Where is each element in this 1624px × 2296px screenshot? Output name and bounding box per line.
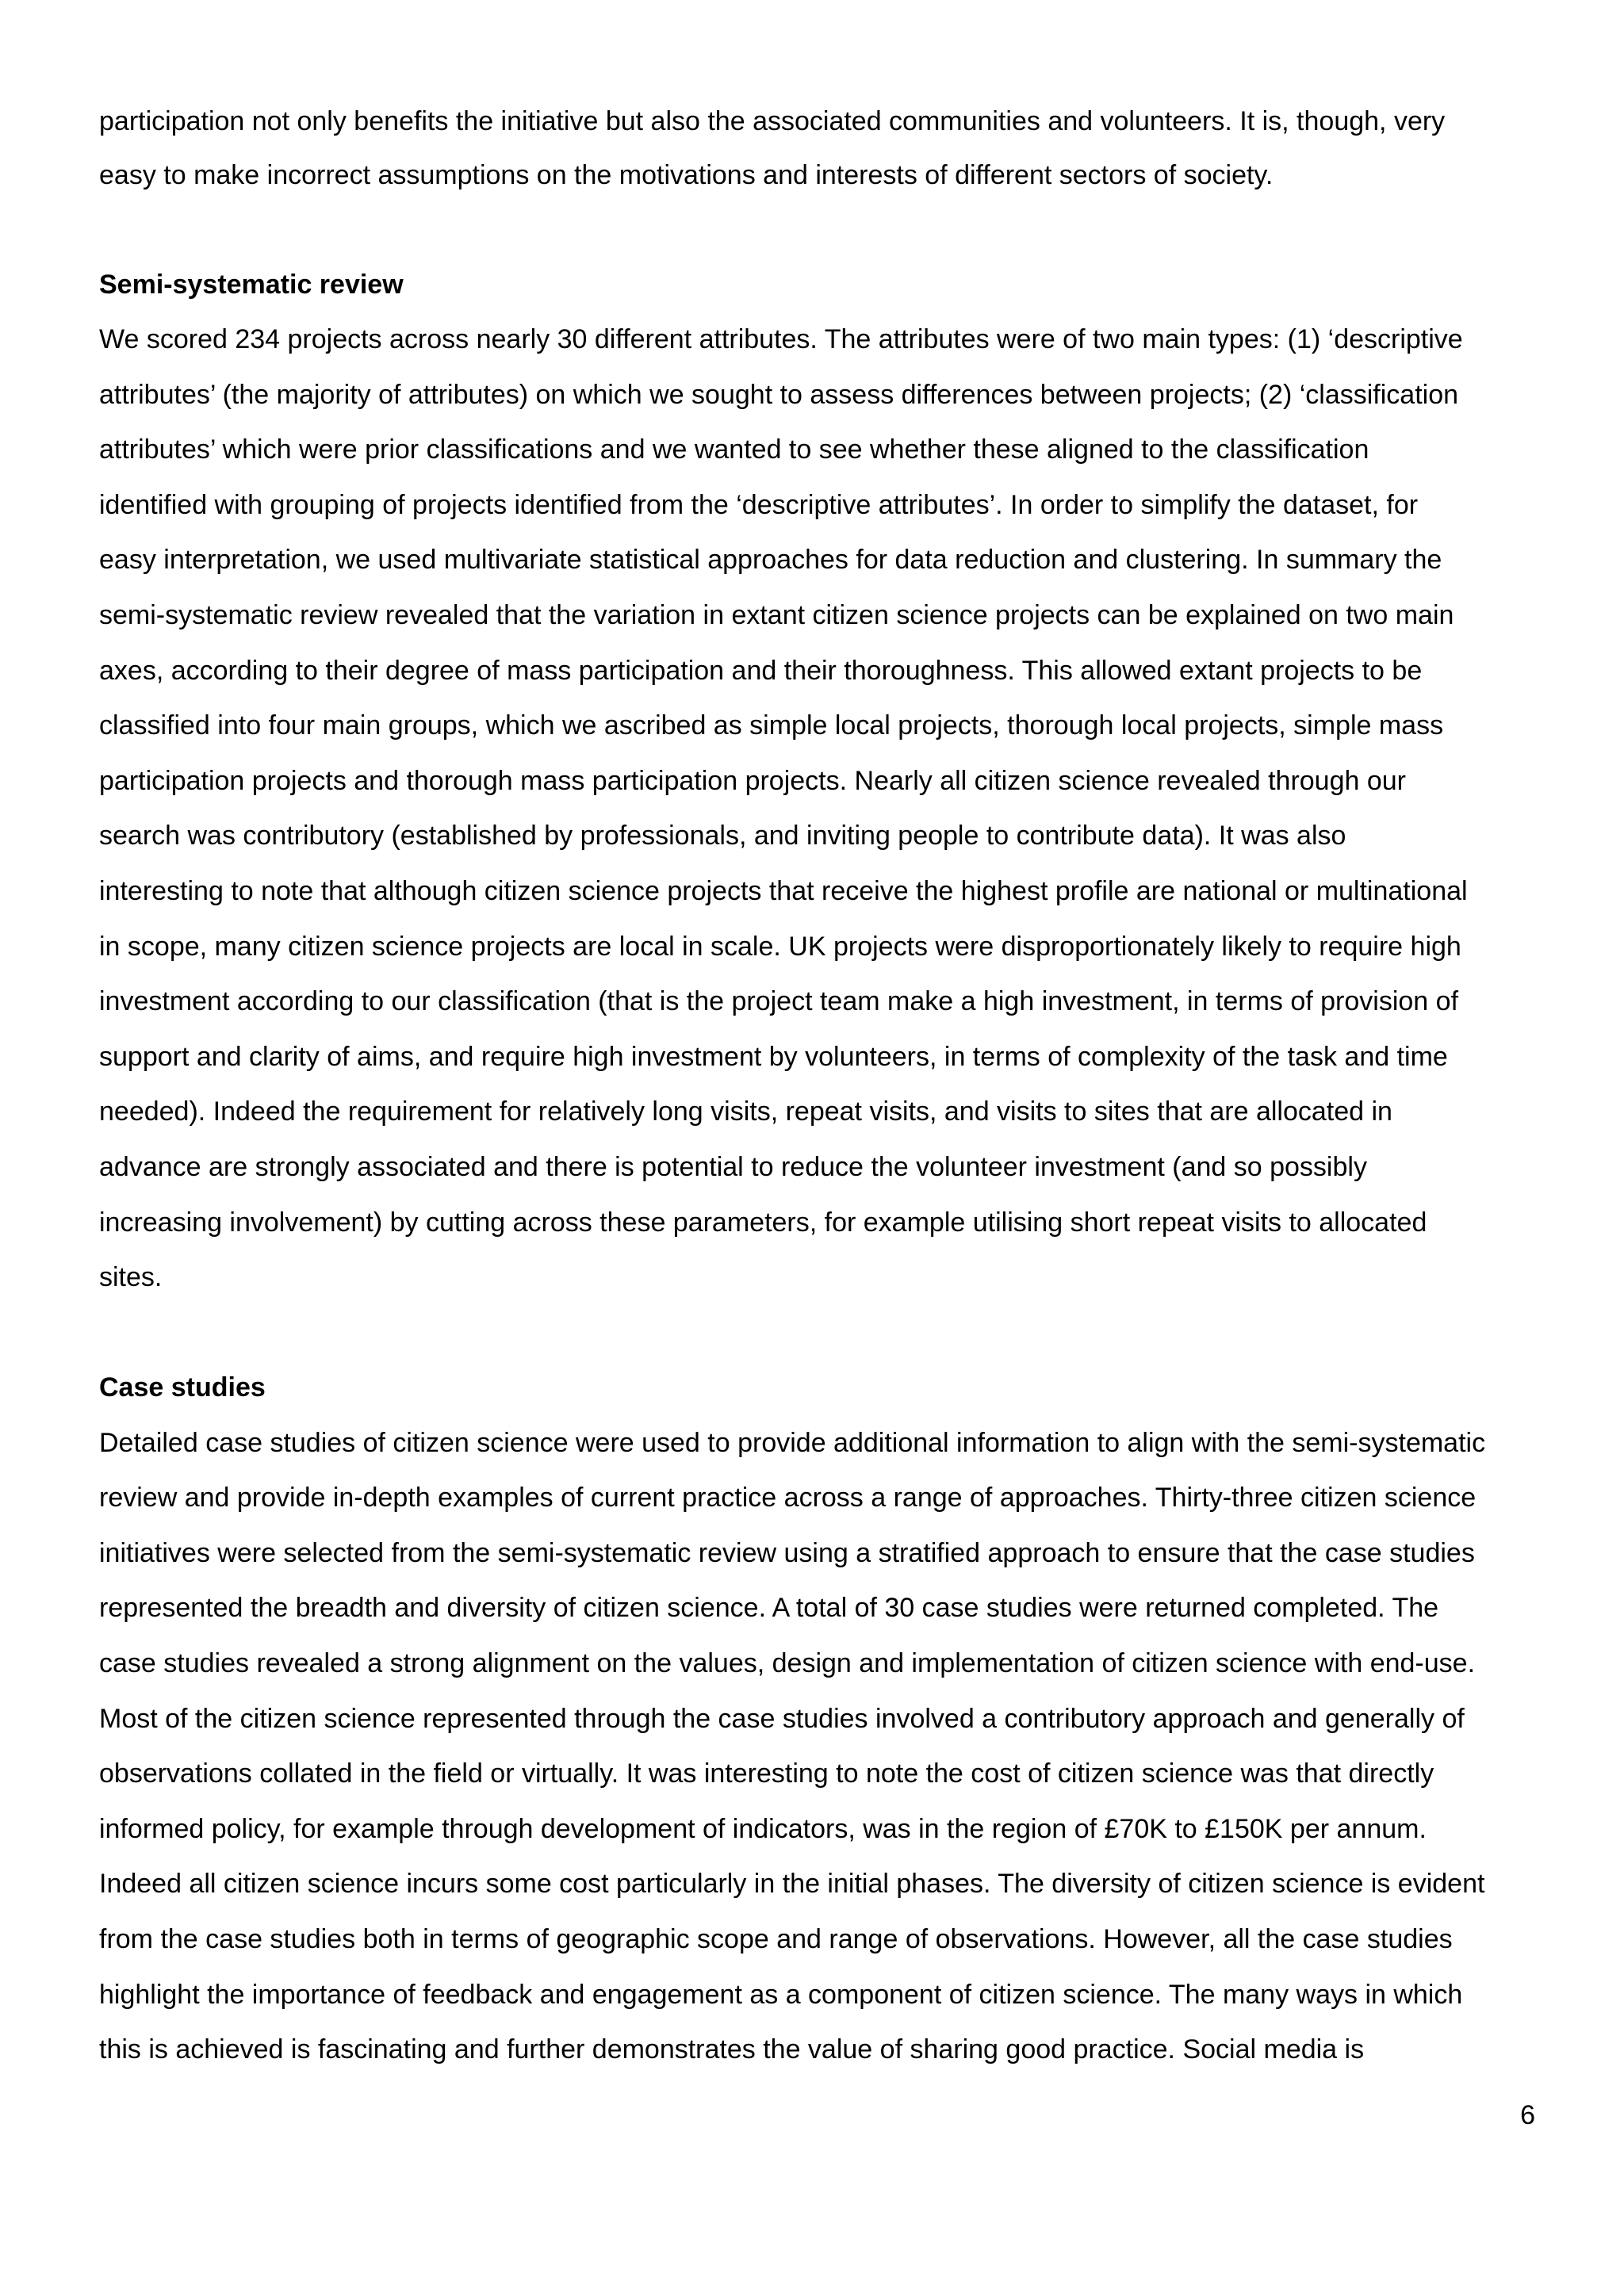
- paragraph-line: classified into four main groups, which we ascribed as simple local projects, thorough local projects, simple mass: [99, 710, 1444, 740]
- paragraph-line: from the case studies both in terms of geographic scope and range of observations. However, all the case studies: [99, 1924, 1453, 1954]
- paragraph-line: observations collated in the field or virtually. It was interesting to note the cost of citizen science was that directly: [99, 1758, 1434, 1789]
- paragraph-line: investment according to our classification (that is the project team make a high investment, in terms of provision of: [99, 986, 1459, 1016]
- paragraph-line: represented the breadth and diversity of citizen science. A total of 30 case studies were returned completed. The: [99, 1593, 1439, 1623]
- paragraph-line: axes, according to their degree of mass participation and their thoroughness. This allowed extant projects to be: [99, 656, 1423, 686]
- paragraph-line: advance are strongly associated and there is potential to reduce the volunteer investment (and so possibly: [99, 1152, 1367, 1182]
- section-heading-semi-systematic-review: Semi-systematic review: [99, 270, 404, 300]
- paragraph-line: attributes’ (the majority of attributes) on which we sought to assess differences between projects; (2) ‘classification: [99, 380, 1459, 410]
- paragraph-line: needed). Indeed the requirement for relatively long visits, repeat visits, and visits to sites that are allocated in: [99, 1096, 1392, 1127]
- paragraph-line: sites.: [99, 1262, 163, 1292]
- paragraph-line: initiatives were selected from the semi-systematic review using a stratified approach to ensure that the case studies: [99, 1538, 1475, 1568]
- paragraph-line: participation not only benefits the initiative but also the associated communities and volunteers. It is, though, very: [99, 106, 1446, 136]
- paragraph-line: semi-systematic review revealed that the variation in extant citizen science projects can be explained on two main: [99, 600, 1454, 630]
- paragraph-line: in scope, many citizen science projects are local in scale. UK projects were disproportionately likely to require high: [99, 932, 1461, 962]
- paragraph-line: Most of the citizen science represented through the case studies involved a contributory approach and generally of: [99, 1704, 1465, 1734]
- paragraph-line: highlight the importance of feedback and engagement as a component of citizen science. The many ways in which: [99, 1980, 1463, 2010]
- paragraph-line: Indeed all citizen science incurs some cost particularly in the initial phases. The diversity of citizen science is evident: [99, 1869, 1485, 1899]
- paragraph-line: easy to make incorrect assumptions on the motivations and interests of different sectors of society.: [99, 160, 1274, 190]
- paragraph-line: increasing involvement) by cutting across these parameters, for example utilising short repeat visits to allocated: [99, 1207, 1427, 1238]
- paragraph-line: search was contributory (established by professionals, and inviting people to contribute data). It was also: [99, 821, 1346, 851]
- paragraph-line: case studies revealed a strong alignment on the values, design and implementation of citizen science with end-use.: [99, 1648, 1476, 1678]
- paragraph-line: interesting to note that although citizen science projects that receive the highest profile are national or multinational: [99, 876, 1468, 906]
- section-heading-case-studies: Case studies: [99, 1372, 266, 1402]
- paragraph-line: easy interpretation, we used multivariate statistical approaches for data reduction and clustering. In summary the: [99, 545, 1442, 575]
- paragraph-line: We scored 234 projects across nearly 30 different attributes. The attributes were of two main types: (1) ‘descriptive: [99, 324, 1463, 354]
- paragraph-line: informed policy, for example through development of indicators, was in the region of £70K to £150K per annum.: [99, 1814, 1427, 1844]
- paragraph-line: review and provide in-depth examples of current practice across a range of approaches. Thirty-three citizen science: [99, 1483, 1477, 1513]
- page-number: 6: [1520, 2100, 1535, 2130]
- paragraph-line: identified with grouping of projects identified from the ‘descriptive attributes’. In order to simplify the dataset, for: [99, 490, 1419, 520]
- paragraph-line: support and clarity of aims, and require high investment by volunteers, in terms of complexity of the task and time: [99, 1042, 1448, 1072]
- paragraph-line: Detailed case studies of citizen science were used to provide additional information to align with the semi-systematic: [99, 1428, 1486, 1458]
- paragraph-line: attributes’ which were prior classifications and we wanted to see whether these aligned to the classification: [99, 434, 1369, 465]
- paragraph-line: participation projects and thorough mass participation projects. Nearly all citizen science revealed through our: [99, 766, 1406, 796]
- paragraph-line: this is achieved is fascinating and further demonstrates the value of sharing good practice. Social media is: [99, 2034, 1365, 2064]
